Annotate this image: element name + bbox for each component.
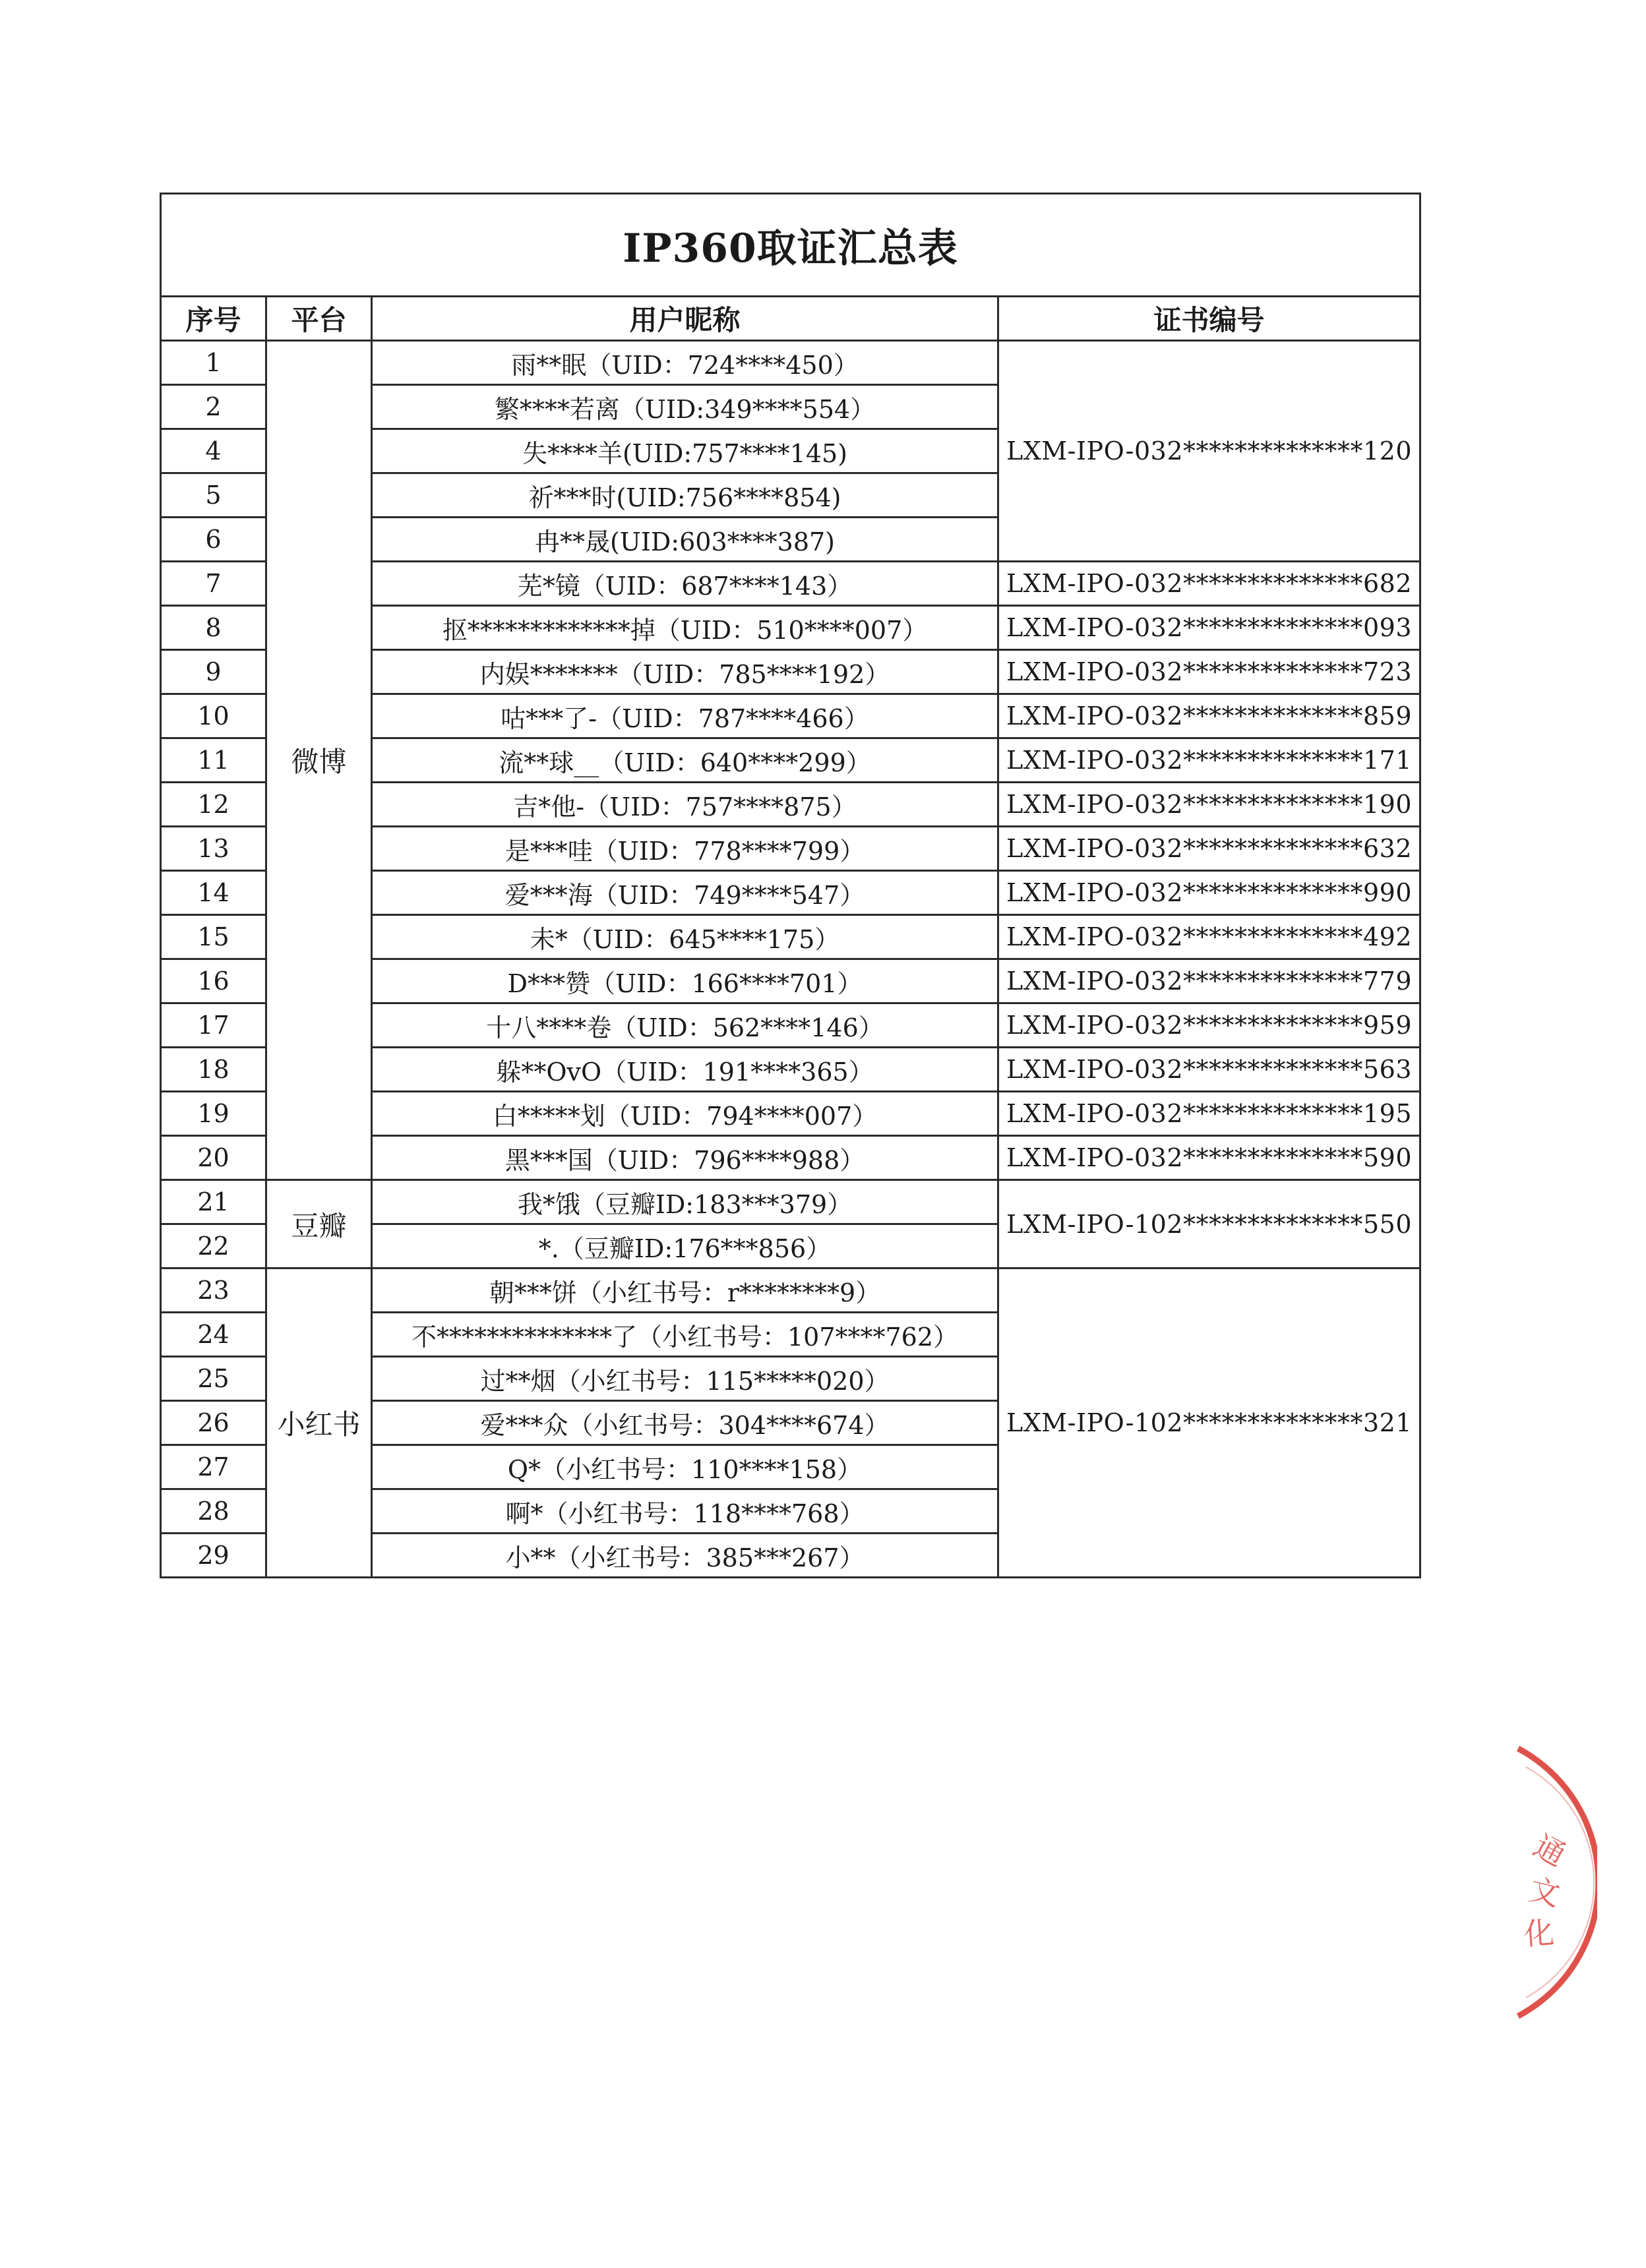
nickname-cell: 白*****划（UID：794****007）	[372, 1092, 998, 1136]
nickname-cell: 冉**晟(UID:603****387)	[372, 518, 998, 562]
seq-cell: 2	[161, 385, 266, 429]
nickname-cell: 我*饿（豆瓣ID:183***379）	[372, 1180, 998, 1224]
nickname-cell: 咕***了-（UID：787****466）	[372, 694, 998, 738]
certificate-cell: LXM-IPO-032**************190	[998, 783, 1420, 827]
seq-cell: 5	[161, 473, 266, 518]
seq-cell: 29	[161, 1534, 266, 1578]
certificate-cell: LXM-IPO-102**************550	[998, 1180, 1420, 1268]
nickname-cell: 是***哇（UID：778****799）	[372, 827, 998, 871]
table-header-row	[161, 297, 1420, 341]
seal-stamp	[1492, 1741, 1597, 2024]
seq-cell: 22	[161, 1224, 266, 1268]
certificate-cell: LXM-IPO-032**************632	[998, 827, 1420, 871]
seq-cell: 19	[161, 1092, 266, 1136]
certificate-cell: LXM-IPO-032**************563	[998, 1048, 1420, 1092]
nickname-cell: D***赞（UID：166****701）	[372, 959, 998, 1003]
certificate-cell: LXM-IPO-032**************590	[998, 1136, 1420, 1180]
seq-cell: 27	[161, 1445, 266, 1489]
certificate-cell: LXM-IPO-032**************859	[998, 694, 1420, 738]
seq-cell: 28	[161, 1489, 266, 1534]
seq-cell: 12	[161, 783, 266, 827]
nickname-cell: 朝***饼（小红书号：r********9）	[372, 1268, 998, 1313]
nickname-cell: 不**************了（小红书号：107****762）	[372, 1313, 998, 1357]
nickname-cell: 过**烟（小红书号：115*****020）	[372, 1357, 998, 1401]
seq-cell: 16	[161, 959, 266, 1003]
seq-cell: 4	[161, 429, 266, 473]
seq-cell: 10	[161, 694, 266, 738]
certificate-cell: LXM-IPO-032**************723	[998, 650, 1420, 694]
nickname-cell: 未*（UID：645****175）	[372, 915, 998, 959]
seq-cell: 7	[161, 562, 266, 606]
nickname-cell: 吉*他-（UID：757****875）	[372, 783, 998, 827]
seq-cell: 24	[161, 1313, 266, 1357]
nickname-cell: *.（豆瓣ID:176***856）	[372, 1224, 998, 1268]
platform-weibo: 微博	[266, 341, 372, 1180]
nickname-cell: 小**（小红书号：385***267）	[372, 1534, 998, 1578]
evidence-summary-table	[160, 193, 1421, 1578]
table-row	[161, 1180, 1420, 1224]
certificate-cell: LXM-IPO-032**************120	[998, 341, 1420, 562]
seq-cell: 14	[161, 871, 266, 915]
nickname-cell: 抠*************掉（UID：510****007）	[372, 606, 998, 650]
nickname-cell: 黑***国（UID：796****988）	[372, 1136, 998, 1180]
nickname-cell: 雨**眠（UID：724****450）	[372, 341, 998, 385]
certificate-cell: LXM-IPO-102**************321	[998, 1268, 1420, 1578]
nickname-cell: 啊*（小红书号：118****768）	[372, 1489, 998, 1534]
certificate-cell: LXM-IPO-032**************171	[998, 738, 1420, 783]
nickname-cell: 流**球__（UID：640****299）	[372, 738, 998, 783]
nickname-cell: 爱***众（小红书号：304****674）	[372, 1401, 998, 1445]
certificate-cell: LXM-IPO-032**************093	[998, 606, 1420, 650]
certificate-cell: LXM-IPO-032**************990	[998, 871, 1420, 915]
certificate-cell: LXM-IPO-032**************492	[998, 915, 1420, 959]
certificate-cell: LXM-IPO-032**************959	[998, 1003, 1420, 1048]
header-platform: 平台	[266, 297, 372, 341]
nickname-cell: Q*（小红书号：110****158）	[372, 1445, 998, 1489]
nickname-cell: 内娱*******（UID：785****192）	[372, 650, 998, 694]
nickname-cell: 爱***海（UID：749****547）	[372, 871, 998, 915]
seq-cell: 13	[161, 827, 266, 871]
seq-cell: 9	[161, 650, 266, 694]
nickname-cell: 躲**OvO（UID：191****365）	[372, 1048, 998, 1092]
table-row	[161, 1268, 1420, 1313]
certificate-cell: LXM-IPO-032**************682	[998, 562, 1420, 606]
header-seq: 序号	[161, 297, 266, 341]
seq-cell: 25	[161, 1357, 266, 1401]
seq-cell: 15	[161, 915, 266, 959]
seq-cell: 18	[161, 1048, 266, 1092]
svg-text:文: 文	[1525, 1871, 1564, 1913]
seq-cell: 21	[161, 1180, 266, 1224]
nickname-cell: 祈***时(UID:756****854)	[372, 473, 998, 518]
table-title: IP360取证汇总表	[161, 194, 1420, 297]
svg-text:化: 化	[1523, 1914, 1556, 1952]
table-row	[161, 341, 1420, 385]
platform-douban: 豆瓣	[266, 1180, 372, 1268]
header-nickname: 用户昵称	[372, 297, 998, 341]
certificate-cell: LXM-IPO-032**************779	[998, 959, 1420, 1003]
seq-cell: 11	[161, 738, 266, 783]
seq-cell: 6	[161, 518, 266, 562]
nickname-cell: 十八****卷（UID：562****146）	[372, 1003, 998, 1048]
svg-text:通: 通	[1527, 1828, 1571, 1874]
nickname-cell: 繁****若离（UID:349****554）	[372, 385, 998, 429]
nickname-cell: 失****羊(UID:757****145)	[372, 429, 998, 473]
seq-cell: 1	[161, 341, 266, 385]
seq-cell: 20	[161, 1136, 266, 1180]
seq-cell: 8	[161, 606, 266, 650]
certificate-cell: LXM-IPO-032**************195	[998, 1092, 1420, 1136]
platform-xiaohongshu: 小红书	[266, 1268, 372, 1578]
seq-cell: 23	[161, 1268, 266, 1313]
header-certificate: 证书编号	[998, 297, 1420, 341]
seq-cell: 26	[161, 1401, 266, 1445]
nickname-cell: 芜*镜（UID：687****143）	[372, 562, 998, 606]
seq-cell: 17	[161, 1003, 266, 1048]
